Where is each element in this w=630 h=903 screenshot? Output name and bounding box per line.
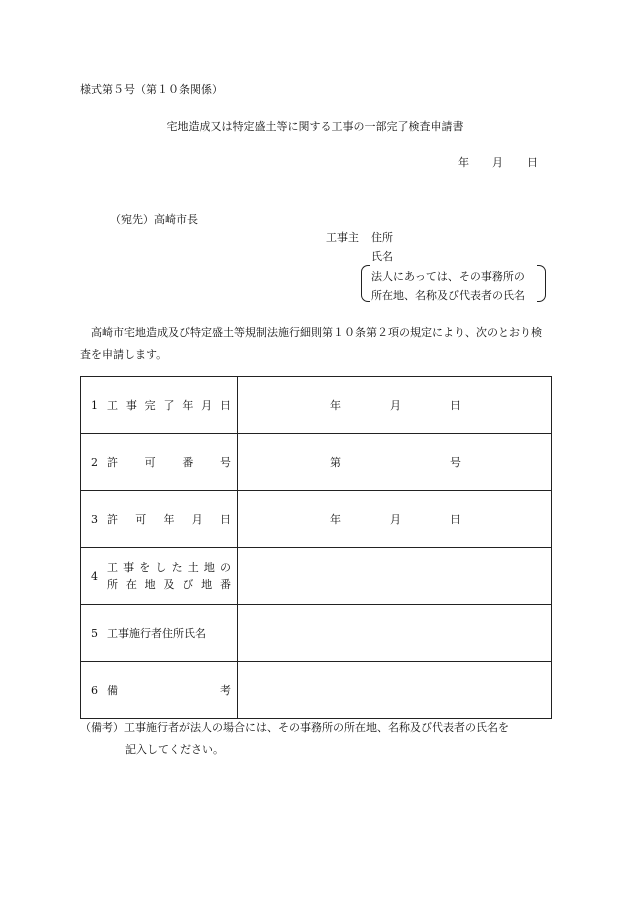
contractor-field[interactable] [238, 605, 552, 662]
row-number: 6 [91, 683, 98, 697]
completion-date-field[interactable] [238, 377, 552, 434]
permit-suffix: 号 [450, 456, 461, 469]
day-unit: 日 [450, 399, 461, 412]
left-bracket [361, 265, 370, 302]
date-year: 年 [458, 156, 469, 169]
year-unit: 年 [330, 513, 341, 526]
note-line1 [80, 722, 509, 733]
note-text: 工事施行者が法人の場合には、その事務所の所在地、名称及び代表者の氏名を [124, 721, 509, 734]
corporation-note-bracket [361, 265, 546, 302]
month-unit: 月 [390, 513, 401, 526]
table-row [81, 605, 552, 662]
row-label: 工事施行者住所氏名 [107, 627, 206, 640]
label-cell [81, 662, 238, 719]
table-row [81, 434, 552, 491]
row-label: 工 事 完 了 年 月 日 [107, 399, 231, 412]
year-unit: 年 [330, 399, 341, 412]
right-bracket [537, 265, 546, 302]
label-cell [81, 434, 238, 491]
row-number: 4 [91, 569, 98, 583]
date-day: 日 [527, 156, 538, 169]
applicant-address-label: 住所 [371, 231, 393, 244]
table-row [81, 491, 552, 548]
application-statement: 高崎市宅地造成及び特定盛土等規制法施行細則第１０条第２項の規定により、次のとおり検査を申請します。 [80, 326, 542, 361]
permit-date-field[interactable] [238, 491, 552, 548]
row-number: 2 [91, 455, 98, 469]
permit-number-field[interactable] [238, 434, 552, 491]
row-number: 3 [91, 512, 98, 526]
row-label: 許 可 年 月 日 [107, 513, 231, 526]
document-title: 宅地造成又は特定盛土等に関する工事の一部完了検査申請書 [166, 120, 464, 133]
row-number: 1 [91, 398, 98, 412]
applicant-name-label: 氏名 [371, 250, 393, 263]
corporation-note-line1: 法人にあっては、その事務所の [371, 270, 525, 283]
permit-prefix: 第 [330, 456, 341, 469]
row-label: 備 考 [107, 684, 231, 697]
row-number: 5 [91, 626, 98, 640]
table-row [81, 548, 552, 605]
note-line2: 記入してください。 [125, 743, 224, 756]
label-cell [81, 605, 238, 662]
form-number: 様式第５号（第１０条関係） [80, 83, 223, 96]
corporation-note-line2: 所在地、名称及び代表者の氏名 [371, 289, 525, 302]
remarks-field[interactable] [238, 662, 552, 719]
addressee: （宛先）高崎市長 [110, 213, 198, 226]
row-label: 許 可 番 号 [107, 456, 231, 469]
note-prefix: （備考） [80, 721, 124, 734]
label-cell [81, 548, 238, 605]
applicant-label: 工事主 [326, 231, 359, 244]
table-row [81, 662, 552, 719]
label-cell [81, 377, 238, 434]
month-unit: 月 [390, 399, 401, 412]
row-label: 工 事 を し た 土 地 の 所 在 地 及 び 地 番 [107, 561, 231, 591]
table-row [81, 377, 552, 434]
application-table [80, 376, 552, 719]
day-unit: 日 [450, 513, 461, 526]
land-location-field[interactable] [238, 548, 552, 605]
label-cell [81, 491, 238, 548]
date-month: 月 [492, 156, 503, 169]
